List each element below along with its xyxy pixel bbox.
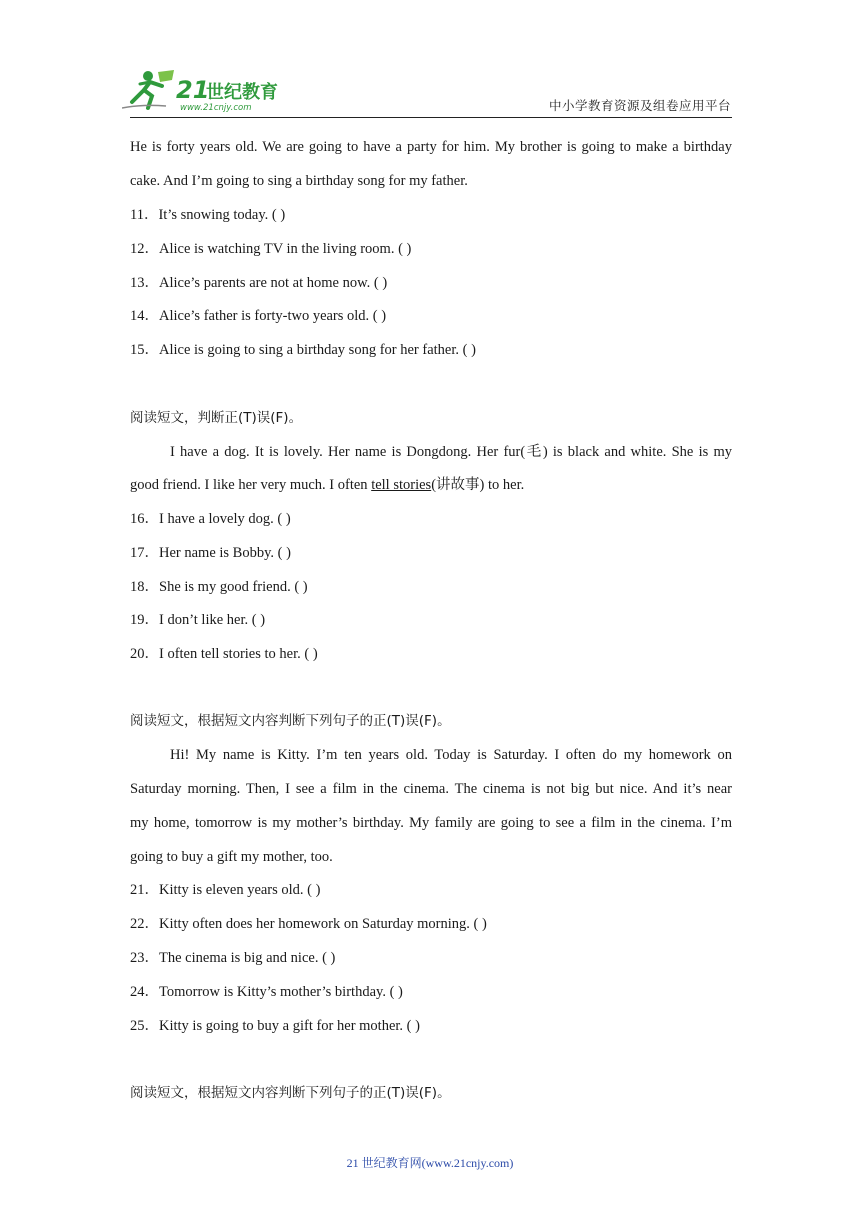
question-14: 14．Alice’s father is forty-two years old. ( ) xyxy=(130,308,387,324)
section2-line2-post: (讲故事) to her. xyxy=(431,477,525,493)
question-21: 21．Kitty is eleven years old. ( ) xyxy=(130,882,321,898)
passage1-line1: He is forty years old. We are going to have a party for him. My brother is going to make a birthday xyxy=(130,139,732,155)
underlined-phrase: tell stories xyxy=(371,477,432,493)
question-12: 12．Alice is watching TV in the living room. ( ) xyxy=(130,241,412,257)
question-19: 19．I don’t like her. ( ) xyxy=(130,612,266,628)
section2-line1: I have a dog. It is lovely. Her name is Dongdong. Her fur(毛) is black and white. She is my xyxy=(170,444,732,460)
section2-line2-pre: good friend. I like her very much. I often xyxy=(130,477,372,493)
section2-instruction: 阅读短文，判断正(T)误(F)。 xyxy=(130,410,303,426)
logo-number: 21 xyxy=(176,76,210,104)
question-18: 18．She is my good friend. ( ) xyxy=(130,579,308,595)
runner-logo-icon xyxy=(122,70,174,108)
section4-instruction: 阅读短文，根据短文内容判断下列句子的正(T)误(F)。 xyxy=(130,1085,451,1101)
question-25: 25．Kitty is going to buy a gift for her mother. ( ) xyxy=(130,1018,420,1034)
question-13: 13．Alice’s parents are not at home now. ( ) xyxy=(130,275,388,291)
section3-line1: Hi! My name is Kitty. I’m ten years old. Today is Saturday. I often do my homework on xyxy=(170,747,732,763)
section3-instruction: 阅读短文，根据短文内容判断下列句子的正(T)误(F)。 xyxy=(130,713,451,729)
section3-line3: my home, tomorrow is my mother’s birthday. My family are going to see a film in the cinema. I’m xyxy=(130,815,732,831)
question-16: 16．I have a lovely dog. ( ) xyxy=(130,511,291,527)
question-22: 22．Kitty often does her homework on Saturday morning. ( ) xyxy=(130,916,487,932)
passage1-line2: cake. And I’m going to sing a birthday song for my father. xyxy=(130,173,468,189)
section3-line2: Saturday morning. Then, I see a film in the cinema. The cinema is not big but nice. And it’s near xyxy=(130,781,732,797)
logo-url: www.21cnjy.com xyxy=(180,103,252,112)
question-24: 24．Tomorrow is Kitty’s mother’s birthday. ( ) xyxy=(130,984,403,1000)
question-11: 11．It’s snowing today. ( ) xyxy=(130,207,286,223)
question-23: 23．The cinema is big and nice. ( ) xyxy=(130,950,336,966)
header-tagline: 中小学教育资源及组卷应用平台 xyxy=(549,98,732,113)
section2-line2 xyxy=(130,475,732,495)
logo-text: 世纪教育 xyxy=(206,82,278,103)
section3-line4: going to buy a gift my mother, too. xyxy=(130,849,333,865)
question-15: 15．Alice is going to sing a birthday song for her father. ( ) xyxy=(130,342,476,358)
page-footer[interactable]: 21 世纪教育网(www.21cnjy.com) xyxy=(346,1156,514,1170)
site-logo xyxy=(122,68,292,112)
question-20: 20．I often tell stories to her. ( ) xyxy=(130,646,318,662)
header-divider xyxy=(130,117,732,118)
question-17: 17．Her name is Bobby. ( ) xyxy=(130,545,291,561)
